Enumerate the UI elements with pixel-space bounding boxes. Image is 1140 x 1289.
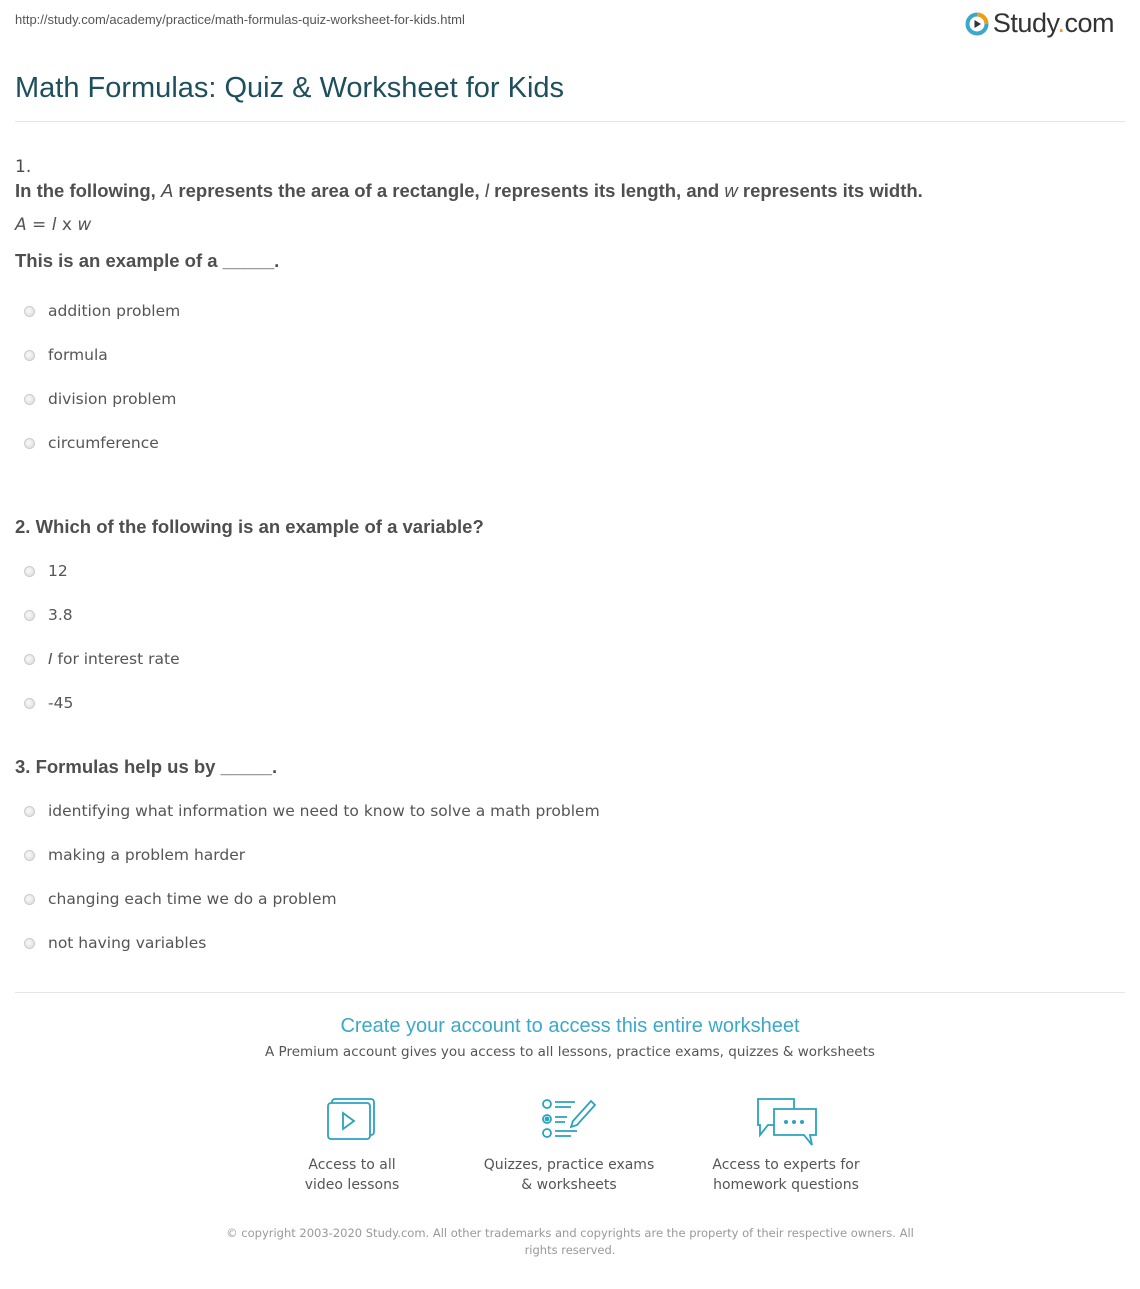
page-title: Math Formulas: Quiz & Worksheet for Kids — [15, 72, 565, 104]
chat-experts-icon — [754, 1097, 818, 1149]
cta-subtitle: A Premium account gives you access to all lessons, practice exams, quizzes & worksheets — [265, 1044, 875, 1060]
question-prompt: This is an example of a _____. — [15, 250, 280, 271]
feature-video — [242, 1097, 462, 1195]
answer-option[interactable]: -45 — [15, 681, 1125, 725]
radio-button[interactable] — [24, 938, 35, 949]
answer-option[interactable]: division problem — [15, 377, 1125, 421]
question-1 — [15, 157, 1125, 465]
copyright: © copyright 2003-2020 Study.com. All other trademarks and copyrights are the property of their respective owners. All rights reserved. — [226, 1226, 914, 1257]
quiz-worksheet-icon — [541, 1097, 597, 1141]
radio-button[interactable] — [24, 850, 35, 861]
question-text: In the following, A represents the area of a rectangle, l represents its length, and w represents its width. — [15, 180, 923, 201]
radio-button[interactable] — [24, 698, 35, 709]
answer-option[interactable]: changing each time we do a problem — [15, 877, 1125, 921]
feature-label: Access to experts for — [712, 1157, 860, 1173]
feature-label: & worksheets — [521, 1177, 617, 1193]
answer-option[interactable]: circumference — [15, 421, 1125, 465]
feature-label: Access to all — [308, 1157, 396, 1173]
answer-option[interactable]: 12 — [15, 549, 1125, 593]
feature-label: homework questions — [713, 1177, 859, 1193]
question-3 — [15, 753, 1125, 965]
answer-option[interactable]: formula — [15, 333, 1125, 377]
divider — [15, 121, 1125, 122]
divider — [15, 992, 1125, 993]
create-account-link[interactable]: Create your account to access this entire worksheet — [340, 1015, 800, 1037]
radio-button[interactable] — [24, 806, 35, 817]
answer-option[interactable]: making a problem harder — [15, 833, 1125, 877]
radio-button[interactable] — [24, 350, 35, 361]
feature-experts — [676, 1097, 896, 1195]
signup-cta — [0, 1015, 1140, 1060]
radio-button[interactable] — [24, 610, 35, 621]
feature-label: Quizzes, practice exams — [483, 1157, 655, 1173]
answer-option[interactable]: identifying what information we need to know to solve a math problem — [15, 789, 1125, 833]
logo-dot: . — [1057, 8, 1065, 38]
question-number: 1. — [15, 157, 32, 177]
question-2 — [15, 513, 1125, 725]
question-text: 2. Which of the following is an example of a variable? — [15, 516, 484, 537]
radio-button[interactable] — [24, 894, 35, 905]
logo-play-icon — [965, 12, 989, 36]
radio-button[interactable] — [24, 566, 35, 577]
feature-label: video lessons — [304, 1177, 400, 1193]
question-text: 3. Formulas help us by _____. — [15, 756, 278, 777]
logo-text: Study — [992, 8, 1058, 38]
radio-button[interactable] — [24, 394, 35, 405]
logo-text-suffix: com — [1064, 8, 1114, 38]
answer-option[interactable]: 3.8 — [15, 593, 1125, 637]
answer-option[interactable]: not having variables — [15, 921, 1125, 965]
study-com-logo[interactable] — [965, 8, 1114, 39]
answer-option[interactable]: addition problem — [15, 289, 1125, 333]
video-lessons-icon — [326, 1097, 378, 1141]
feature-quizzes — [459, 1097, 679, 1195]
radio-button[interactable] — [24, 438, 35, 449]
page-url: http://study.com/academy/practice/math-formulas-quiz-worksheet-for-kids.html — [15, 12, 465, 27]
radio-button[interactable] — [24, 306, 35, 317]
radio-button[interactable] — [24, 654, 35, 665]
answer-option[interactable]: I for interest rate — [15, 637, 1125, 681]
formula: A = l x w — [15, 215, 92, 235]
